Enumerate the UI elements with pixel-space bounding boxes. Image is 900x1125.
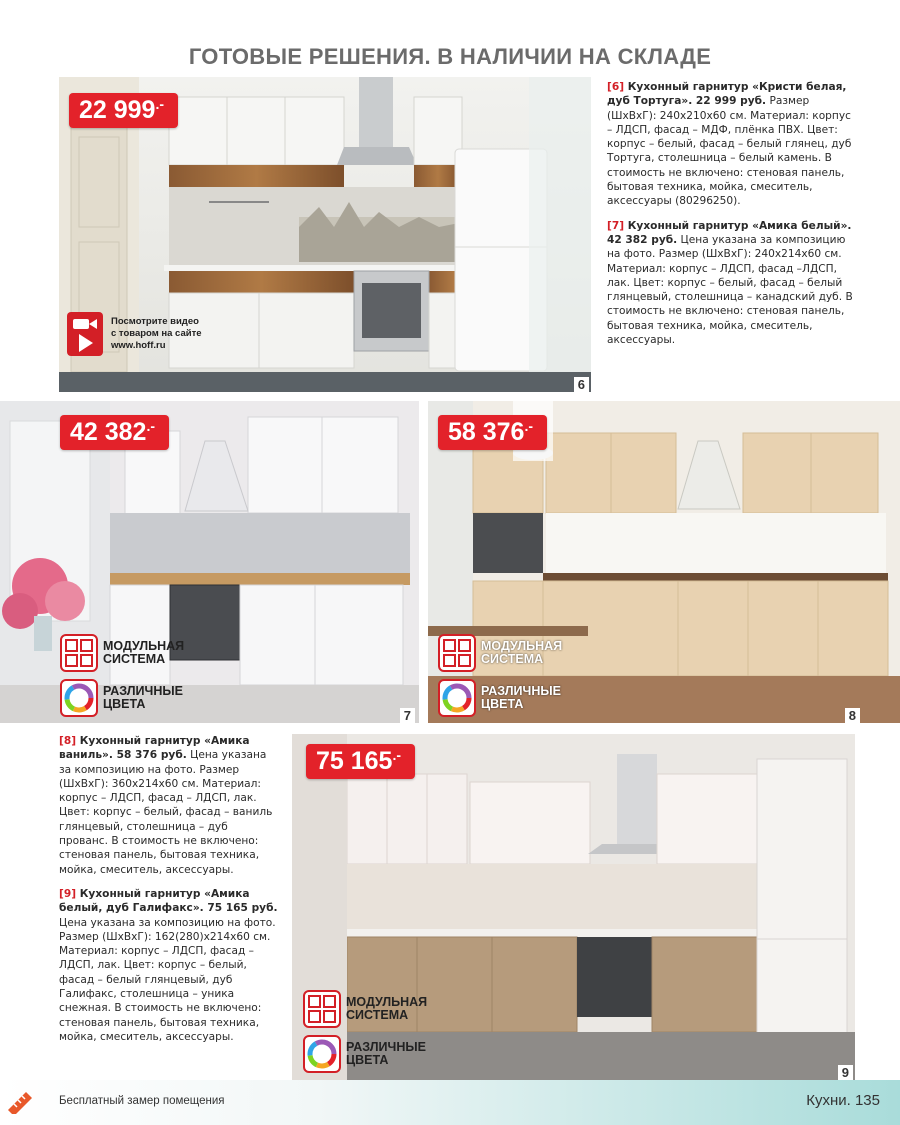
colors-line-2: ЦВЕТА [481,697,524,711]
price-value: 42 382 [70,418,147,446]
video-line-2: с товаром на сайте [111,328,202,339]
colors-badge-7 [60,679,183,717]
kitchen-illustration-9 [292,734,855,1080]
price-tag-8 [438,415,547,450]
modular-line-1: МОДУЛЬНАЯ [346,995,428,1009]
description-column-bottom [59,734,279,1054]
page-headline: ГОТОВЫЕ РЕШЕНИЯ. В НАЛИЧИИ НА СКЛАДЕ [188,44,712,69]
modular-badge-label [103,640,184,666]
photo-number-8: 8 [845,708,860,723]
modular-system-icon [438,634,476,672]
modular-line-2: СИСТЕМА [346,1008,409,1022]
price-value: 75 165 [316,747,393,775]
modular-line-1: МОДУЛЬНАЯ [103,639,185,653]
price-tag-6 [69,93,178,128]
description-9-title: Кухонный гарнитур «Амика белый, дуб Галифакс». 75 165 руб. [59,887,278,915]
colors-line-2: ЦВЕТА [346,1053,389,1067]
modular-badge-label [346,996,427,1022]
modular-badge-8 [438,634,562,672]
footer-service-text: Бесплатный замер помещения [59,1095,225,1107]
colors-badge-8 [438,679,561,717]
photo-number-7: 7 [400,708,415,723]
page-footer [0,1080,900,1125]
video-promo[interactable] [67,312,202,356]
color-wheel-icon [438,679,476,717]
description-7-title: Кухонный гарнитур «Амика белый». 42 382 руб. [607,219,852,246]
description-9-text: Цена указана за композицию на фото. Размер (ШхВхГ): 162(280)х214х60 см. Материал: корпус – ЛДСП, фасад – ЛДСП, лак. Цвет: корпус – белый, фасад – белый глянцевый, дуб Галифакс, столешница – уника снежная. В стоимость не включено: стеновая панель, бытовая техника, мойка, смеситель, аксессуары. [59,916,276,1043]
modular-badge-7 [60,634,184,672]
modular-system-icon [60,634,98,672]
footer-page-number: Кухни. 135 [806,1092,880,1109]
description-6-text: Размер (ШхВхГ): 240х210х60 см. Материал: корпус – ЛДСП, фасад – МДФ, плёнка ПВХ. Цвет: корпус – белый, фасад – белый глянец, дуб Тортуга, столешница – белый камень. В стоимость не включено: стеновая панель, бытовая техника, мойка, смеситель, аксессуары (80296250). [607,95,852,208]
modular-badge-label [481,640,562,666]
product-photo-7[interactable] [0,401,419,723]
price-value: 58 376 [448,418,525,446]
description-8-text: Цена указана за композицию на фото. Размер (ШхВхГ): 360х214х60 см. Материал: корпус – ЛДСП, фасад – ЛДСП, лак. Цвет: корпус – белый, фасад – ваниль глянцевый, столешница – дуб прованс. В стоимость не включено: стеновая панель, бытовая техника, мойка, смеситель, аксессуары. [59,749,273,876]
colors-badge-label [481,685,561,711]
price-suffix: .- [146,418,156,434]
colors-line-2: ЦВЕТА [103,697,146,711]
description-8 [59,734,279,877]
description-6 [607,80,857,209]
measuring-service-icon [6,1090,34,1114]
colors-line-1: РАЗЛИЧНЫЕ [481,684,561,698]
description-7-text: Цена указана за композицию на фото. Размер (ШхВхГ): 240х214х60 см. Материал: корпус – ЛДСП, фасад –ЛДСП, лак. Цвет: корпус – белый, фасад – белый глянцевый, столешница – канадский дуб. В стоимость не включено: стеновая панель, бытовая техника, мойка, смеситель, аксессуары. [607,233,853,347]
modular-line-2: СИСТЕМА [103,652,166,666]
description-8-title: Кухонный гарнитур «Амика ваниль». 58 376 руб. [59,735,250,762]
colors-line-1: РАЗЛИЧНЫЕ [346,1040,426,1054]
color-wheel-icon [303,1035,341,1073]
price-value: 22 999 [79,96,156,124]
modular-line-2: СИСТЕМА [481,652,544,666]
ref-8: [8] [59,735,77,747]
description-7 [607,219,857,348]
product-photo-9[interactable] [292,734,855,1080]
colors-line-1: РАЗЛИЧНЫЕ [103,684,183,698]
video-promo-text [111,316,202,352]
modular-system-icon [303,990,341,1028]
color-wheel-icon [60,679,98,717]
ref-7: [7] [607,219,625,232]
description-6-title: Кухонный гарнитур «Кристи белая, дуб Тортуга». 22 999 руб. [607,81,847,108]
modular-line-1: МОДУЛЬНАЯ [481,639,563,653]
photo-number-6: 6 [574,377,589,392]
modular-badge-9 [303,990,427,1028]
description-9 [59,887,279,1044]
photo-number-9: 9 [838,1065,853,1080]
product-photo-8[interactable] [428,401,900,723]
video-link[interactable]: www.hoff.ru [111,340,166,351]
price-suffix: .- [524,418,534,434]
video-camera-play-icon[interactable] [67,312,103,356]
colors-badge-label [103,685,183,711]
video-line-1: Посмотрите видео [111,316,199,327]
ref-6: [6] [607,81,625,93]
colors-badge-label [346,1041,426,1067]
ref-9: [9] [59,887,77,900]
colors-badge-9 [303,1035,426,1073]
price-tag-9 [306,744,415,779]
price-suffix: .- [155,96,165,112]
price-tag-7 [60,415,169,450]
description-column-top [607,80,857,357]
price-suffix: .- [392,747,402,763]
